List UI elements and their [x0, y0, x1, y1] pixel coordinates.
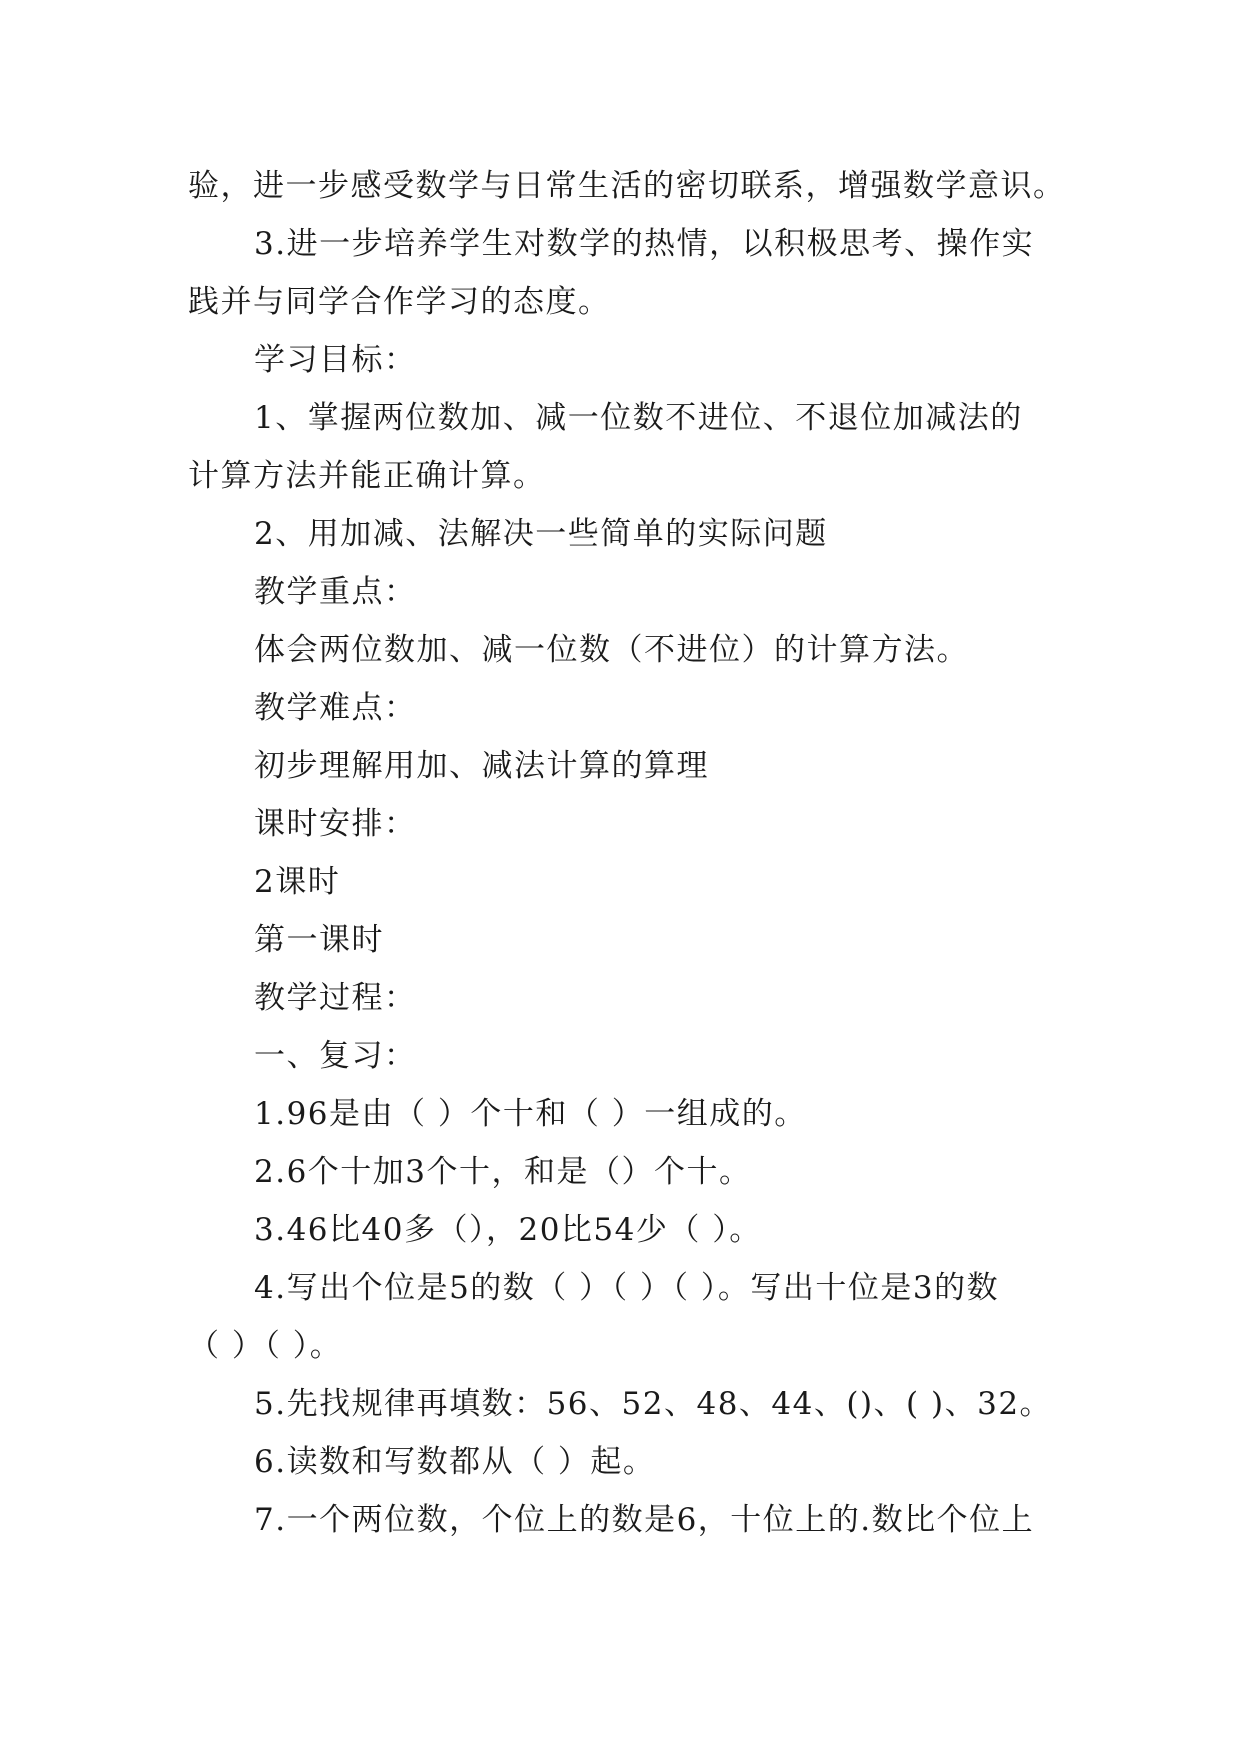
text-line: 2、用加减、法解决一些简单的实际问题 — [254, 516, 828, 552]
text-line: 3.进一步培养学生对数学的热情，以积极思考、操作实 — [254, 226, 1035, 262]
section-heading: 课时安排： — [254, 806, 417, 842]
section-heading: 学习目标： — [254, 342, 417, 378]
section-heading: 教学难点： — [254, 690, 417, 726]
section-heading: 一、复习： — [254, 1038, 417, 1074]
section-heading: 第一课时 — [254, 922, 384, 958]
exercise-item: 3.46比40多（），20比54少（ ）。 — [254, 1212, 762, 1248]
exercise-item: 7.一个两位数，个位上的数是6，十位上的.数比个位上 — [254, 1502, 1035, 1538]
text-line: 2课时 — [254, 864, 341, 900]
document-body — [188, 157, 1066, 1549]
text-line: 体会两位数加、减一位数（不进位）的计算方法。 — [254, 632, 969, 668]
section-heading: 教学过程： — [254, 980, 417, 1016]
text-line: 初步理解用加、减法计算的算理 — [254, 748, 709, 784]
section-heading: 教学重点： — [254, 574, 417, 610]
text-line: 验，进一步感受数学与日常生活的密切联系，增强数学意识。 — [188, 168, 1066, 204]
text-line: 1、掌握两位数加、减一位数不进位、不退位加减法的 — [254, 400, 1023, 436]
text-line: 践并与同学合作学习的态度。 — [188, 284, 611, 320]
exercise-item-continued: （ ）（ ）。 — [188, 1328, 343, 1364]
exercise-item: 2.6个十加3个十，和是（）个十。 — [254, 1154, 752, 1190]
exercise-item: 1.96是由（ ）个十和（ ）一组成的。 — [254, 1096, 807, 1132]
exercise-item: 6.读数和写数都从（ ）起。 — [254, 1444, 656, 1480]
exercise-item: 4.写出个位是5的数（ ）（ ）（ ）。写出十位是3的数 — [254, 1270, 1000, 1306]
exercise-item: 5.先找规律再填数：56、52、48、44、()、( )、32。 — [254, 1386, 1053, 1422]
text-line: 计算方法并能正确计算。 — [188, 458, 546, 494]
